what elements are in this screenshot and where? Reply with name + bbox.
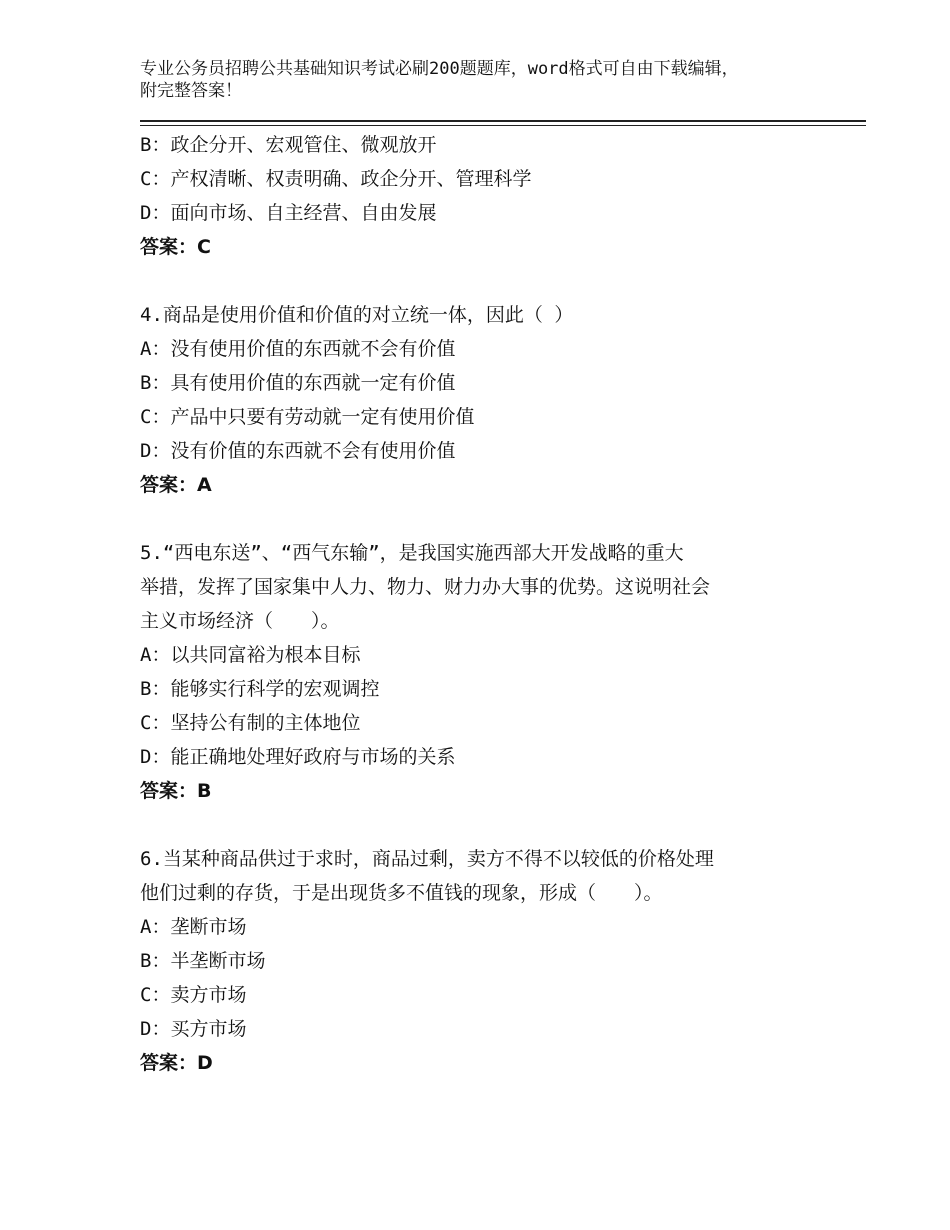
q3-option-b: B：政企分开、宏观管住、微观放开	[140, 134, 437, 156]
header-line-2: 附完整答案！	[140, 81, 242, 101]
q4-stem: 4.商品是使用价值和价值的对立统一体，因此（ ）	[140, 304, 574, 326]
spacer	[140, 808, 840, 842]
q5-option-c: C：坚持公有制的主体地位	[140, 712, 361, 734]
q4-option-c: C：产品中只要有劳动就一定有使用价值	[140, 406, 475, 428]
q5-answer: 答案：B	[140, 780, 212, 802]
header-divider-thick	[140, 120, 866, 122]
q4-option-b: B：具有使用价值的东西就一定有价值	[140, 372, 456, 394]
q4-answer: 答案：A	[140, 474, 212, 496]
q4-option-a: A：没有使用价值的东西就不会有价值	[140, 338, 456, 360]
q6-option-b: B：半垄断市场	[140, 950, 266, 972]
q6-stem-line-2: 他们过剩的存货，于是出现货多不值钱的现象，形成（ ）。	[140, 882, 663, 904]
q6-stem-line-1: 6.当某种商品供过于求时，商品过剩，卖方不得不以较低的价格处理	[140, 848, 714, 870]
spacer	[140, 502, 840, 536]
q6-option-c: C：卖方市场	[140, 984, 247, 1006]
q5-stem-line-3: 主义市场经济（ ）。	[140, 610, 340, 632]
header-divider-thin	[140, 125, 866, 126]
header-line-1: 专业公务员招聘公共基础知识考试必刷200题题库，word格式可自由下载编辑，	[140, 59, 739, 79]
q6-option-d: D：买方市场	[140, 1018, 247, 1040]
question-list	[140, 128, 840, 1080]
q5-stem-line-1: 5.“西电东送”、“西气东输”，是我国实施西部大开发战略的重大	[140, 542, 684, 564]
q3-option-c: C：产权清晰、权责明确、政企分开、管理科学	[140, 168, 532, 190]
question-4	[140, 298, 840, 502]
q3-answer: 答案：C	[140, 236, 211, 258]
q6-option-a: A：垄断市场	[140, 916, 247, 938]
question-5	[140, 536, 840, 808]
q4-option-d: D：没有价值的东西就不会有使用价值	[140, 440, 456, 462]
q5-option-d: D：能正确地处理好政府与市场的关系	[140, 746, 456, 768]
q5-option-a: A：以共同富裕为根本目标	[140, 644, 361, 666]
q3-option-d: D：面向市场、自主经营、自由发展	[140, 202, 437, 224]
q6-answer: 答案：D	[140, 1052, 213, 1074]
q5-option-b: B：能够实行科学的宏观调控	[140, 678, 380, 700]
question-6	[140, 842, 840, 1080]
q5-stem-line-2: 举措，发挥了国家集中人力、物力、财力办大事的优势。这说明社会	[140, 576, 711, 598]
spacer	[140, 264, 840, 298]
question-3	[140, 128, 840, 264]
page-header	[140, 58, 840, 102]
